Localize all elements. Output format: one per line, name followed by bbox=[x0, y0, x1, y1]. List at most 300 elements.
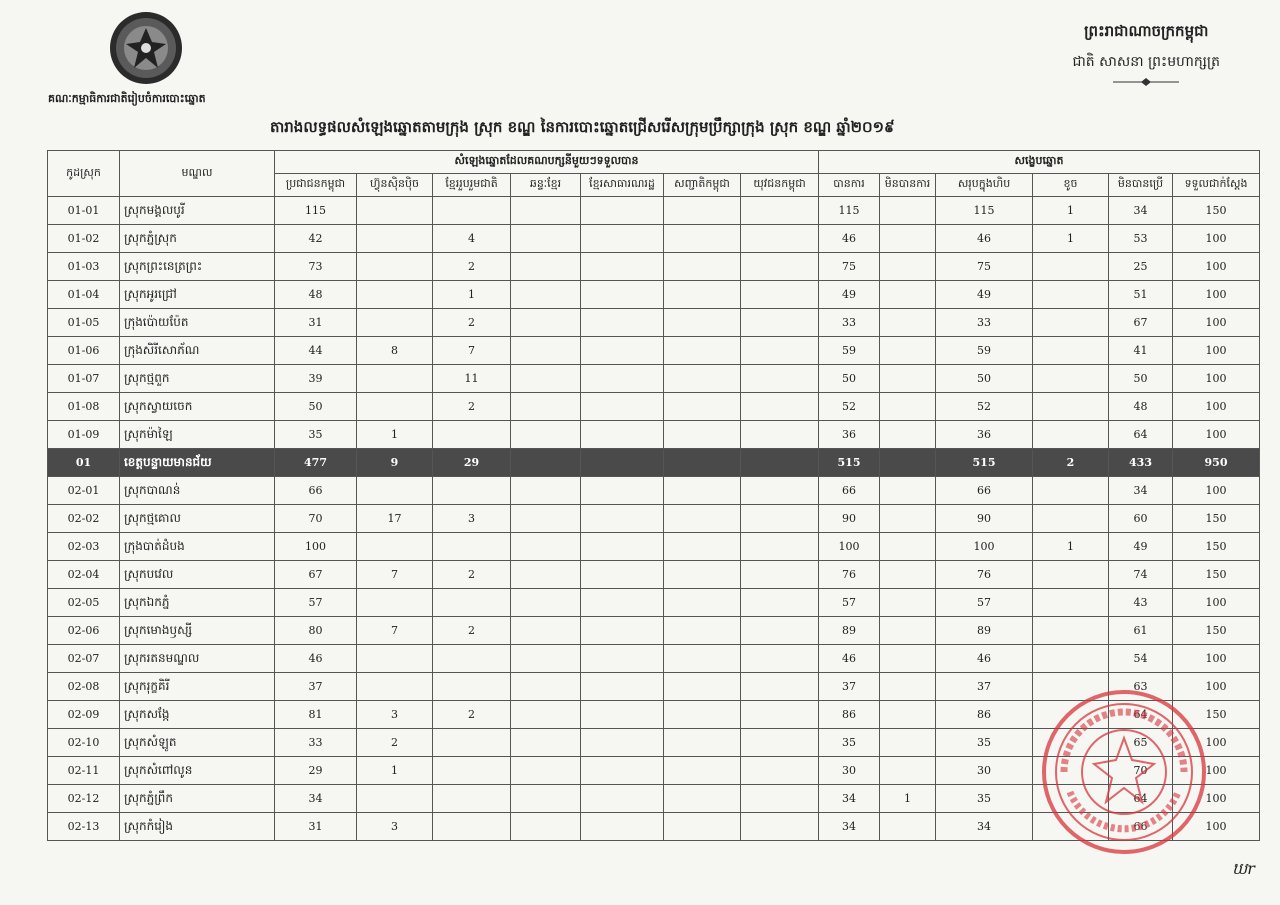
kingdom-line2: ជាតិ សាសនា ព្រះមហាក្សត្រ bbox=[1072, 54, 1220, 70]
header-summary-col: សរុបក្នុងហិប bbox=[936, 174, 1033, 197]
cell-summary bbox=[880, 617, 936, 645]
table-row bbox=[48, 505, 1260, 533]
cell-summary bbox=[880, 505, 936, 533]
cell-code: 01-08 bbox=[48, 393, 120, 421]
cell-summary: 1 bbox=[1033, 197, 1109, 225]
cell-party-votes: 4 bbox=[433, 225, 511, 253]
cell-party-votes bbox=[357, 281, 433, 309]
cell-name: ក្រុងសិរីសោភ័ណ bbox=[120, 337, 275, 365]
cell-summary bbox=[880, 309, 936, 337]
cell-summary: 46 bbox=[936, 645, 1033, 673]
cell-summary bbox=[1033, 589, 1109, 617]
cell-summary: 100 bbox=[1173, 337, 1260, 365]
cell-summary: 61 bbox=[1109, 617, 1173, 645]
kingdom-motto bbox=[1072, 22, 1220, 87]
cell-summary: 86 bbox=[936, 701, 1033, 729]
cell-summary: 100 bbox=[1173, 421, 1260, 449]
header-party: យុវជនកម្ពុជា bbox=[741, 174, 819, 197]
cell-summary: 52 bbox=[819, 393, 880, 421]
cell-party-votes bbox=[511, 813, 581, 841]
cell-summary bbox=[880, 477, 936, 505]
cell-summary: 57 bbox=[819, 589, 880, 617]
cell-summary: 66 bbox=[819, 477, 880, 505]
cell-summary: 46 bbox=[936, 225, 1033, 253]
cell-code: 02-04 bbox=[48, 561, 120, 589]
cell-name: ស្រុកសំពៅលូន bbox=[120, 757, 275, 785]
cell-party-votes bbox=[664, 617, 741, 645]
cell-summary: 515 bbox=[936, 449, 1033, 477]
cell-summary: 950 bbox=[1173, 449, 1260, 477]
header-party: ហ៊្វុនស៊ិនប៉ិច bbox=[357, 174, 433, 197]
cell-summary: 100 bbox=[1173, 757, 1260, 785]
cell-party-votes bbox=[664, 253, 741, 281]
cell-summary: 150 bbox=[1173, 561, 1260, 589]
cell-party-votes bbox=[357, 589, 433, 617]
cell-name: ក្រុងបាត់ដំបង bbox=[120, 533, 275, 561]
cell-party-votes bbox=[581, 477, 664, 505]
cell-summary: 100 bbox=[936, 533, 1033, 561]
cell-summary: 30 bbox=[819, 757, 880, 785]
cell-party-votes bbox=[357, 365, 433, 393]
cell-party-votes bbox=[741, 477, 819, 505]
cell-party-votes bbox=[664, 757, 741, 785]
cell-summary: 150 bbox=[1173, 197, 1260, 225]
cell-summary: 37 bbox=[936, 673, 1033, 701]
table-row bbox=[48, 561, 1260, 589]
cell-party-votes bbox=[741, 253, 819, 281]
header-party: សញ្ជាតិកម្ពុជា bbox=[664, 174, 741, 197]
cell-party-votes: 73 bbox=[275, 253, 357, 281]
cell-summary bbox=[1033, 505, 1109, 533]
cell-code: 01-01 bbox=[48, 197, 120, 225]
cell-party-votes bbox=[511, 477, 581, 505]
cell-party-votes bbox=[581, 673, 664, 701]
cell-party-votes bbox=[581, 197, 664, 225]
cell-party-votes: 115 bbox=[275, 197, 357, 225]
cell-party-votes bbox=[357, 393, 433, 421]
cell-summary bbox=[880, 225, 936, 253]
cell-summary: 64 bbox=[1109, 701, 1173, 729]
cell-party-votes bbox=[357, 253, 433, 281]
cell-name: ស្រុកស្វាយចេក bbox=[120, 393, 275, 421]
cell-summary: 100 bbox=[1173, 729, 1260, 757]
cell-summary: 33 bbox=[819, 309, 880, 337]
table-row bbox=[48, 253, 1260, 281]
cell-summary: 100 bbox=[1173, 813, 1260, 841]
cell-party-votes bbox=[511, 729, 581, 757]
cell-party-votes bbox=[581, 337, 664, 365]
document-title: តារាងលទ្ធផលសំឡេងឆ្នោតតាមក្រុង ស្រុក ខណ្ឌ នៃការបោះឆ្នោតជ្រើសរើសក្រុមប្រឹក្សាក្រុង ស្រុក ខណ្ឌ ឆ្នាំ២០១៩ bbox=[270, 118, 895, 136]
cell-code: 02-10 bbox=[48, 729, 120, 757]
cell-party-votes bbox=[581, 729, 664, 757]
cell-summary: 115 bbox=[819, 197, 880, 225]
cell-party-votes bbox=[741, 729, 819, 757]
cell-summary: 34 bbox=[1109, 477, 1173, 505]
cell-party-votes bbox=[664, 337, 741, 365]
cell-party-votes bbox=[511, 421, 581, 449]
cell-party-votes bbox=[581, 393, 664, 421]
cell-party-votes bbox=[433, 785, 511, 813]
cell-name: ស្រុករុក្ខគិរី bbox=[120, 673, 275, 701]
cell-name: ស្រុកព្រះនេត្រព្រះ bbox=[120, 253, 275, 281]
header-summary-group: សង្ខេបឆ្នោត bbox=[819, 151, 1260, 174]
cell-summary: 50 bbox=[1109, 365, 1173, 393]
cell-party-votes: 44 bbox=[275, 337, 357, 365]
cell-code: 01-05 bbox=[48, 309, 120, 337]
cell-party-votes bbox=[581, 225, 664, 253]
cell-code: 01-04 bbox=[48, 281, 120, 309]
cell-summary: 100 bbox=[1173, 281, 1260, 309]
cell-party-votes: 33 bbox=[275, 729, 357, 757]
cell-summary bbox=[880, 729, 936, 757]
cell-party-votes bbox=[741, 365, 819, 393]
cell-summary: 100 bbox=[1173, 673, 1260, 701]
cell-code: 02-11 bbox=[48, 757, 120, 785]
cell-name: ស្រុកថ្មគោល bbox=[120, 505, 275, 533]
cell-party-votes bbox=[433, 197, 511, 225]
cell-party-votes bbox=[664, 673, 741, 701]
table-row bbox=[48, 589, 1260, 617]
cell-party-votes bbox=[664, 645, 741, 673]
cell-summary bbox=[1033, 309, 1109, 337]
cell-summary: 1 bbox=[1033, 225, 1109, 253]
cell-summary: 25 bbox=[1109, 253, 1173, 281]
table-row bbox=[48, 645, 1260, 673]
cell-party-votes bbox=[741, 449, 819, 477]
cell-party-votes bbox=[664, 533, 741, 561]
cell-party-votes bbox=[511, 617, 581, 645]
cell-party-votes bbox=[741, 197, 819, 225]
cell-name: ស្រុកអូរជ្រៅ bbox=[120, 281, 275, 309]
cell-summary bbox=[880, 561, 936, 589]
cell-summary: 52 bbox=[936, 393, 1033, 421]
cell-name: ស្រុកកំរៀង bbox=[120, 813, 275, 841]
cell-code: 02-13 bbox=[48, 813, 120, 841]
table-row bbox=[48, 197, 1260, 225]
cell-summary bbox=[1033, 561, 1109, 589]
cell-summary: 75 bbox=[819, 253, 880, 281]
cell-party-votes bbox=[581, 365, 664, 393]
cell-party-votes: 3 bbox=[357, 813, 433, 841]
cell-summary: 100 bbox=[1173, 225, 1260, 253]
cell-party-votes: 2 bbox=[433, 617, 511, 645]
cell-party-votes bbox=[357, 673, 433, 701]
cell-party-votes bbox=[664, 421, 741, 449]
cell-party-votes: 81 bbox=[275, 701, 357, 729]
cell-party-votes bbox=[433, 477, 511, 505]
cell-party-votes bbox=[511, 309, 581, 337]
cell-party-votes bbox=[741, 673, 819, 701]
cell-summary: 2 bbox=[1033, 449, 1109, 477]
cell-summary: 86 bbox=[819, 701, 880, 729]
cell-name: ក្រុងប៉ោយប៉ែត bbox=[120, 309, 275, 337]
cell-summary: 60 bbox=[1109, 505, 1173, 533]
cell-code: 02-07 bbox=[48, 645, 120, 673]
cell-summary: 100 bbox=[1173, 253, 1260, 281]
cell-party-votes bbox=[741, 337, 819, 365]
cell-code: 02-09 bbox=[48, 701, 120, 729]
official-seal-stamp bbox=[1040, 688, 1208, 856]
cell-party-votes bbox=[433, 645, 511, 673]
cell-party-votes bbox=[581, 701, 664, 729]
cell-party-votes bbox=[433, 533, 511, 561]
header-unit: មណ្ឌល bbox=[120, 151, 275, 197]
cell-party-votes bbox=[433, 757, 511, 785]
cell-summary: 76 bbox=[936, 561, 1033, 589]
cell-party-votes bbox=[511, 449, 581, 477]
cell-summary: 433 bbox=[1109, 449, 1173, 477]
header-summary-col: បានការ bbox=[819, 174, 880, 197]
cell-party-votes bbox=[664, 785, 741, 813]
cell-party-votes bbox=[511, 533, 581, 561]
cell-name: ស្រុកសង្កែ bbox=[120, 701, 275, 729]
cell-summary: 76 bbox=[819, 561, 880, 589]
header-summary-col: មិនបានប្រើ bbox=[1109, 174, 1173, 197]
cell-party-votes bbox=[741, 813, 819, 841]
cell-party-votes bbox=[511, 281, 581, 309]
cell-summary: 34 bbox=[819, 813, 880, 841]
org-name: គណៈកម្មាធិការជាតិរៀបចំការបោះឆ្នោត bbox=[48, 92, 206, 105]
cell-party-votes bbox=[741, 757, 819, 785]
cell-party-votes: 7 bbox=[357, 561, 433, 589]
cell-code: 02-06 bbox=[48, 617, 120, 645]
cell-party-votes bbox=[581, 505, 664, 533]
cell-party-votes: 48 bbox=[275, 281, 357, 309]
cell-party-votes bbox=[741, 281, 819, 309]
cell-summary: 35 bbox=[936, 785, 1033, 813]
cell-code: 01-07 bbox=[48, 365, 120, 393]
cell-party-votes bbox=[433, 729, 511, 757]
cell-party-votes bbox=[581, 253, 664, 281]
cell-party-votes bbox=[664, 365, 741, 393]
cell-party-votes: 29 bbox=[433, 449, 511, 477]
cell-summary: 36 bbox=[936, 421, 1033, 449]
cell-party-votes bbox=[357, 785, 433, 813]
table-row bbox=[48, 477, 1260, 505]
cell-summary: 59 bbox=[819, 337, 880, 365]
cell-summary bbox=[1033, 393, 1109, 421]
cell-party-votes: 3 bbox=[433, 505, 511, 533]
cell-summary bbox=[880, 197, 936, 225]
cell-code: 01-09 bbox=[48, 421, 120, 449]
cell-party-votes: 2 bbox=[433, 253, 511, 281]
cell-summary: 150 bbox=[1173, 533, 1260, 561]
table-row bbox=[48, 421, 1260, 449]
cell-summary: 50 bbox=[936, 365, 1033, 393]
cell-summary bbox=[880, 673, 936, 701]
cell-summary: 150 bbox=[1173, 617, 1260, 645]
table-row bbox=[48, 337, 1260, 365]
cell-party-votes: 2 bbox=[433, 309, 511, 337]
cell-name: ស្រុកបាណន់ bbox=[120, 477, 275, 505]
cell-party-votes bbox=[664, 701, 741, 729]
cell-party-votes bbox=[664, 225, 741, 253]
cell-party-votes: 46 bbox=[275, 645, 357, 673]
cell-summary: 34 bbox=[819, 785, 880, 813]
cell-summary: 75 bbox=[936, 253, 1033, 281]
cell-summary: 100 bbox=[1173, 365, 1260, 393]
cell-summary bbox=[1033, 421, 1109, 449]
cell-party-votes bbox=[741, 589, 819, 617]
cell-party-votes bbox=[581, 617, 664, 645]
cell-party-votes bbox=[741, 645, 819, 673]
cell-party-votes bbox=[511, 197, 581, 225]
cell-name: ស្រុកមង្គលបូរី bbox=[120, 197, 275, 225]
cell-summary: 70 bbox=[1109, 757, 1173, 785]
cell-summary: 100 bbox=[819, 533, 880, 561]
cell-summary: 37 bbox=[819, 673, 880, 701]
cell-summary: 150 bbox=[1173, 505, 1260, 533]
cell-summary bbox=[1033, 477, 1109, 505]
cell-party-votes: 2 bbox=[433, 701, 511, 729]
cell-party-votes bbox=[741, 393, 819, 421]
cell-party-votes: 9 bbox=[357, 449, 433, 477]
cell-summary bbox=[880, 589, 936, 617]
header-party: ឆន្ទៈខ្មែរ bbox=[511, 174, 581, 197]
cell-summary: 35 bbox=[819, 729, 880, 757]
cell-summary: 89 bbox=[819, 617, 880, 645]
cell-code: 01-06 bbox=[48, 337, 120, 365]
cell-party-votes bbox=[357, 225, 433, 253]
table-total-row bbox=[48, 449, 1260, 477]
cell-summary: 46 bbox=[819, 645, 880, 673]
cell-party-votes bbox=[664, 309, 741, 337]
cell-summary bbox=[880, 337, 936, 365]
cell-party-votes bbox=[581, 449, 664, 477]
cell-party-votes: 7 bbox=[357, 617, 433, 645]
cell-party-votes bbox=[741, 309, 819, 337]
nec-emblem-logo bbox=[108, 10, 184, 86]
cell-summary: 100 bbox=[1173, 589, 1260, 617]
cell-summary: 34 bbox=[1109, 197, 1173, 225]
cell-code: 02-02 bbox=[48, 505, 120, 533]
cell-summary bbox=[1033, 365, 1109, 393]
cell-summary: 67 bbox=[1109, 309, 1173, 337]
cell-party-votes bbox=[581, 813, 664, 841]
cell-party-votes: 17 bbox=[357, 505, 433, 533]
cell-party-votes bbox=[664, 561, 741, 589]
cell-party-votes bbox=[741, 505, 819, 533]
header-summary-col: ខូច bbox=[1033, 174, 1109, 197]
cell-party-votes bbox=[581, 421, 664, 449]
cell-party-votes: 7 bbox=[433, 337, 511, 365]
cell-party-votes bbox=[581, 561, 664, 589]
table-row bbox=[48, 533, 1260, 561]
table-row bbox=[48, 309, 1260, 337]
cell-summary: 515 bbox=[819, 449, 880, 477]
cell-party-votes: 2 bbox=[433, 561, 511, 589]
cell-summary: 49 bbox=[819, 281, 880, 309]
cell-summary: 1 bbox=[880, 785, 936, 813]
cell-party-votes bbox=[511, 561, 581, 589]
cell-party-votes bbox=[741, 701, 819, 729]
cell-summary bbox=[880, 813, 936, 841]
cell-party-votes: 42 bbox=[275, 225, 357, 253]
cell-party-votes bbox=[511, 757, 581, 785]
header-party: ខ្មែររួបរួមជាតិ bbox=[433, 174, 511, 197]
cell-name: ស្រុករតនមណ្ឌល bbox=[120, 645, 275, 673]
cell-summary: 100 bbox=[1173, 645, 1260, 673]
cell-party-votes bbox=[664, 477, 741, 505]
cell-code: 02-03 bbox=[48, 533, 120, 561]
cell-party-votes: 2 bbox=[357, 729, 433, 757]
cell-party-votes: 11 bbox=[433, 365, 511, 393]
cell-party-votes bbox=[741, 785, 819, 813]
cell-code: 02-05 bbox=[48, 589, 120, 617]
cell-party-votes: 35 bbox=[275, 421, 357, 449]
cell-name: ស្រុកមោងឫស្សី bbox=[120, 617, 275, 645]
cell-party-votes bbox=[664, 813, 741, 841]
table-row bbox=[48, 365, 1260, 393]
cell-summary: 51 bbox=[1109, 281, 1173, 309]
cell-summary bbox=[1033, 253, 1109, 281]
cell-party-votes: 1 bbox=[357, 421, 433, 449]
cell-party-votes bbox=[511, 505, 581, 533]
cell-summary: 100 bbox=[1173, 785, 1260, 813]
cell-code: 02-08 bbox=[48, 673, 120, 701]
cell-party-votes bbox=[433, 421, 511, 449]
cell-party-votes: 70 bbox=[275, 505, 357, 533]
cell-summary: 63 bbox=[1109, 673, 1173, 701]
cell-party-votes bbox=[664, 197, 741, 225]
cell-summary bbox=[1033, 617, 1109, 645]
cell-party-votes bbox=[581, 281, 664, 309]
cell-summary: 57 bbox=[936, 589, 1033, 617]
cell-summary: 54 bbox=[1109, 645, 1173, 673]
cell-party-votes: 100 bbox=[275, 533, 357, 561]
table-row bbox=[48, 617, 1260, 645]
cell-summary bbox=[880, 365, 936, 393]
cell-code: 02-12 bbox=[48, 785, 120, 813]
cell-summary: 36 bbox=[819, 421, 880, 449]
cell-summary: 90 bbox=[936, 505, 1033, 533]
cell-summary bbox=[880, 253, 936, 281]
cell-party-votes bbox=[581, 589, 664, 617]
cell-party-votes bbox=[357, 477, 433, 505]
cell-party-votes: 50 bbox=[275, 393, 357, 421]
cell-party-votes bbox=[581, 785, 664, 813]
cell-party-votes bbox=[357, 645, 433, 673]
cell-party-votes: 1 bbox=[357, 757, 433, 785]
cell-summary: 33 bbox=[936, 309, 1033, 337]
cell-name: ស្រុកបវេល bbox=[120, 561, 275, 589]
cell-summary: 66 bbox=[1109, 813, 1173, 841]
cell-summary bbox=[1033, 337, 1109, 365]
cell-party-votes: 66 bbox=[275, 477, 357, 505]
cell-summary bbox=[880, 533, 936, 561]
cell-summary: 100 bbox=[1173, 309, 1260, 337]
cell-summary: 53 bbox=[1109, 225, 1173, 253]
cell-summary: 59 bbox=[936, 337, 1033, 365]
cell-party-votes bbox=[741, 533, 819, 561]
cell-party-votes bbox=[511, 365, 581, 393]
cell-party-votes: 3 bbox=[357, 701, 433, 729]
cell-party-votes: 8 bbox=[357, 337, 433, 365]
cell-party-votes bbox=[741, 225, 819, 253]
cell-summary: 64 bbox=[1109, 785, 1173, 813]
cell-party-votes bbox=[511, 673, 581, 701]
cell-name: ស្រុកម៉ាឡៃ bbox=[120, 421, 275, 449]
kingdom-line1: ព្រះរាជាណាចក្រកម្ពុជា bbox=[1084, 22, 1209, 40]
cell-party-votes bbox=[511, 589, 581, 617]
cell-summary: 35 bbox=[936, 729, 1033, 757]
header-votes-group: សំឡេងឆ្នោតដែលគណបក្សនីមួយៗទទួលបាន bbox=[275, 151, 819, 174]
cell-party-votes: 2 bbox=[433, 393, 511, 421]
cell-party-votes bbox=[511, 253, 581, 281]
cell-party-votes: 57 bbox=[275, 589, 357, 617]
cell-party-votes: 67 bbox=[275, 561, 357, 589]
cell-party-votes bbox=[511, 225, 581, 253]
